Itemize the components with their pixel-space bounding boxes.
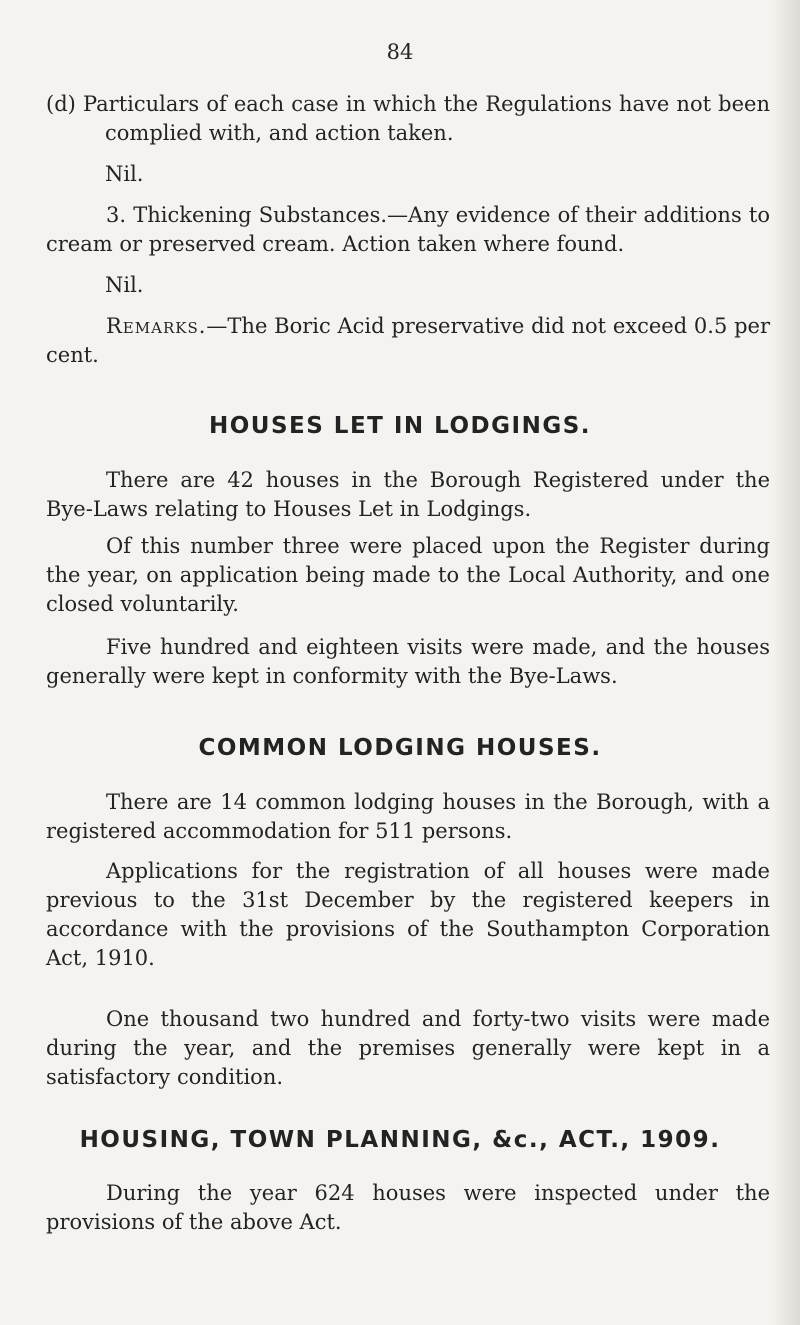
houses-let-para-1: There are 42 houses in the Borough Registered under the Bye-Laws relating to Houses Let in Lodgings. xyxy=(46,468,770,521)
common-lodging-para-1: There are 14 common lodging houses in the Borough, with a registered accommodation for 511 persons. xyxy=(46,790,770,843)
housing-para-1: During the year 624 houses were inspected under the provisions of the above Act. xyxy=(46,1181,770,1234)
remarks-label: Remarks. xyxy=(106,314,207,338)
item-3-text: 3. Thickening Substances.—Any evidence of their additions to cream or preserved cream. Action taken where found. xyxy=(46,203,770,256)
page-edge-shadow xyxy=(772,0,800,1325)
section-d-label: (d) xyxy=(46,92,76,116)
section-d-result: Nil. xyxy=(105,162,144,186)
section-d-text: Particulars of each case in which the Regulations have not been complied with, and action taken. xyxy=(82,92,770,145)
heading-housing-town-planning-act: HOUSING, TOWN PLANNING, &c., ACT., 1909. xyxy=(79,1127,721,1153)
houses-let-para-2: Of this number three were placed upon the Register during the year, on application being made to the Local Authority, and one closed voluntarily. xyxy=(46,534,770,616)
item-3-result: Nil. xyxy=(105,273,144,297)
houses-let-para-3: Five hundred and eighteen visits were made, and the houses generally were kept in conformity with the Bye-Laws. xyxy=(46,635,770,688)
page-number: 84 xyxy=(386,40,414,64)
section-d xyxy=(46,90,770,148)
remarks xyxy=(46,312,770,370)
heading-houses-let-in-lodgings: HOUSES LET IN LODGINGS. xyxy=(208,413,592,439)
heading-common-lodging-houses: COMMON LODGING HOUSES. xyxy=(198,735,602,761)
remarks-text: —The Boric Acid preservative did not exceed 0.5 per cent. xyxy=(46,314,770,367)
common-lodging-para-3: One thousand two hundred and forty-two visits were made during the year, and the premises generally were kept in a satisfactory condition. xyxy=(46,1007,770,1089)
common-lodging-para-2: Applications for the registration of all houses were made previous to the 31st December by the registered keepers in accordance with the provisions of the Southampton Corporation Act, 1910. xyxy=(46,859,770,970)
